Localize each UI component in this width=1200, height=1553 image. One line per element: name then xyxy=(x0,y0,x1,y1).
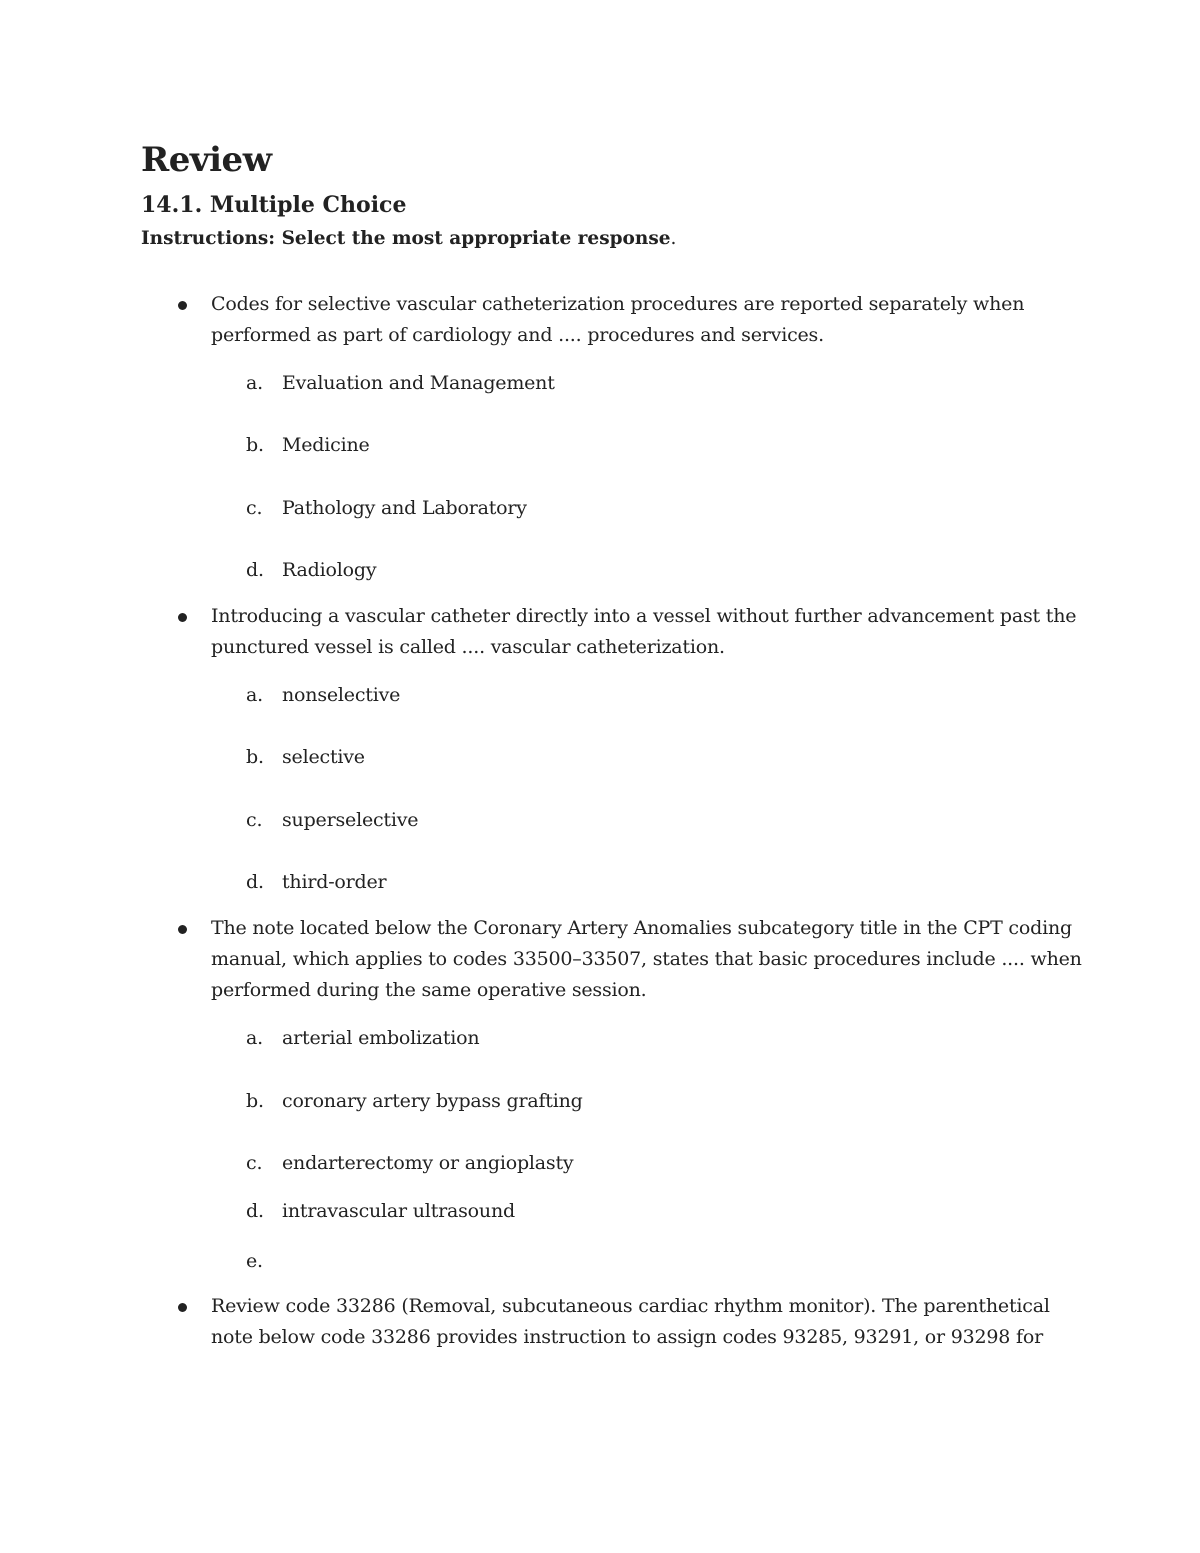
bullet-icon xyxy=(178,1303,187,1312)
option-item xyxy=(246,1024,479,1052)
option-text: arterial embolization xyxy=(282,1027,480,1049)
option-item xyxy=(246,1247,282,1275)
section-heading: 14.1. Multiple Choice xyxy=(141,192,407,218)
option-text: Evaluation and Management xyxy=(282,372,555,394)
option-item xyxy=(246,431,370,459)
option-letter: b. xyxy=(246,746,264,768)
option-item xyxy=(246,1087,583,1115)
option-letter: c. xyxy=(246,809,263,831)
option-text: superselective xyxy=(282,809,419,831)
question-3-text: The note located below the Coronary Artery Anomalies subcategory title in the CPT coding manual, which applies to codes 33500–33507, states that basic procedures include .... when performed during the same operative session. xyxy=(211,917,1082,1001)
instructions-text: Instructions: Select the most appropriate response xyxy=(141,228,671,249)
option-text: endarterectomy or angioplasty xyxy=(282,1152,574,1174)
option-text: Radiology xyxy=(282,559,377,581)
option-item xyxy=(246,494,527,522)
question-2-text: Introducing a vascular catheter directly into a vessel without further advancement past the punctured vessel is called .... vascular catheterization. xyxy=(211,605,1077,658)
page-title: Review xyxy=(141,140,272,180)
option-item xyxy=(246,743,365,771)
option-letter: b. xyxy=(246,1090,264,1112)
question-1-text: Codes for selective vascular catheterization procedures are reported separately when performed as part of cardiology and .... procedures and services. xyxy=(211,293,1025,346)
option-text: Medicine xyxy=(282,434,370,456)
option-item xyxy=(246,1149,573,1177)
instructions xyxy=(141,226,676,252)
option-letter: d. xyxy=(246,871,264,893)
option-item xyxy=(246,1197,515,1225)
option-letter: e. xyxy=(246,1250,263,1272)
option-letter: d. xyxy=(246,559,264,581)
option-letter: a. xyxy=(246,372,263,394)
instructions-period: . xyxy=(670,228,677,249)
option-text: third-order xyxy=(282,871,387,893)
option-text: Pathology and Laboratory xyxy=(282,497,527,519)
option-letter: a. xyxy=(246,1027,263,1049)
bullet-icon xyxy=(178,301,187,310)
option-letter: b. xyxy=(246,434,264,456)
option-text: intravascular ultrasound xyxy=(282,1200,515,1222)
bullet-icon xyxy=(178,613,187,622)
option-text: selective xyxy=(282,746,365,768)
option-letter: c. xyxy=(246,1152,263,1174)
option-letter: c. xyxy=(246,497,263,519)
option-letter: d. xyxy=(246,1200,264,1222)
option-item xyxy=(246,868,386,896)
option-item xyxy=(246,806,418,834)
option-item xyxy=(246,681,400,709)
option-text: coronary artery bypass grafting xyxy=(282,1090,583,1112)
option-text: nonselective xyxy=(282,684,401,706)
question-4-text: Review code 33286 (Removal, subcutaneous cardiac rhythm monitor). The parenthetical note below code 33286 provides instruction to assign codes 93285, 93291, or 93298 for xyxy=(211,1295,1050,1348)
option-item xyxy=(246,556,376,584)
option-item xyxy=(246,369,555,397)
bullet-icon xyxy=(178,925,187,934)
option-letter: a. xyxy=(246,684,263,706)
